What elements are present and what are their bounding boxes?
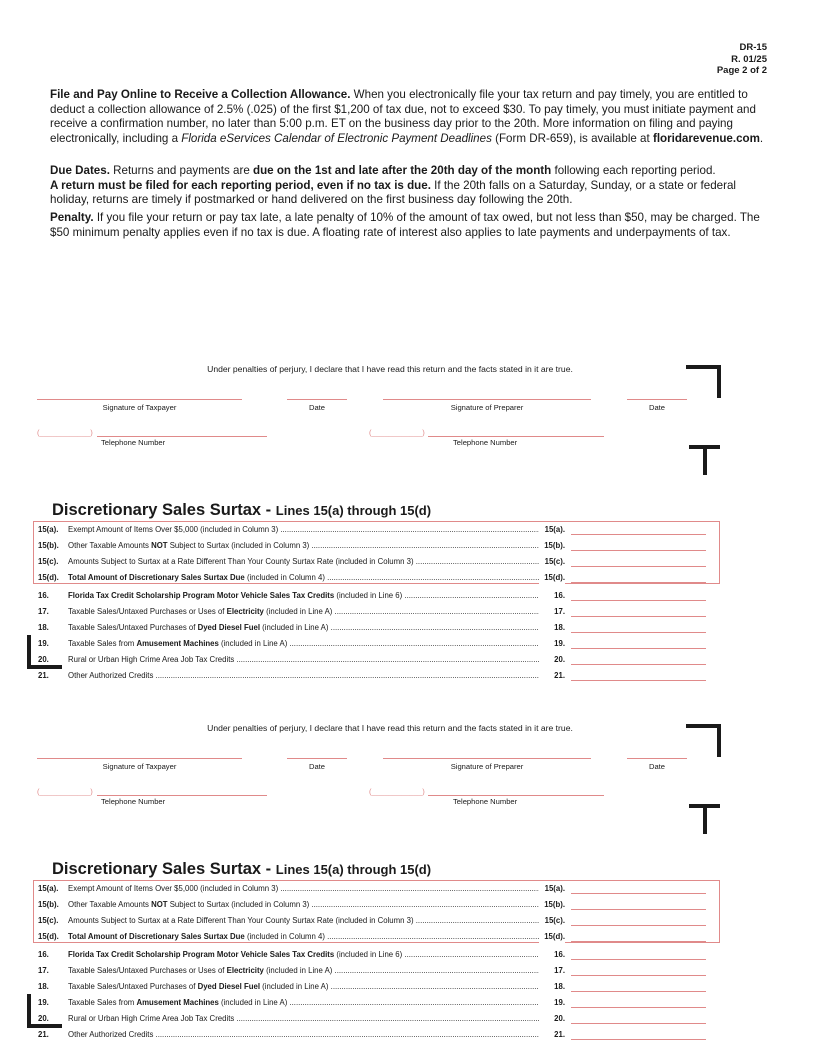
line-number: 15(d).	[38, 932, 59, 941]
line-number: 19.	[38, 639, 49, 648]
period: .	[759, 131, 764, 145]
preparer-date-line[interactable]	[627, 758, 687, 759]
line-reference: 15(a).	[539, 883, 565, 895]
surtax-subtitle: Lines 15(a) through 15(d)	[275, 862, 432, 877]
line-desc-post: (included in Line A)	[263, 966, 333, 975]
page-number: Page 2 of 2	[716, 65, 767, 76]
taxpayer-date-line[interactable]	[287, 758, 347, 759]
line-reference: 15(c).	[539, 556, 565, 568]
perjury-declaration: Under penalties of perjury, I declare that I have read this return and the facts stated in it are true.	[207, 723, 573, 733]
line-answer-field[interactable]	[571, 632, 706, 633]
line-answer-field[interactable]	[571, 909, 706, 910]
preparer-area-code[interactable]: (____________)	[369, 428, 425, 437]
line-number: 17.	[38, 966, 49, 975]
due-dates-text-3: If the 20th falls on a Saturday, Sunday, or a state or federal holiday, returns are timely if postmarked or hand delivered on the first business day following the 20th.	[50, 178, 736, 207]
preparer-phone-line[interactable]	[428, 436, 604, 437]
due-dates-bold: due on the 1st and late after the 20th day of the month	[253, 164, 552, 177]
preparer-signature-label: Signature of Preparer	[450, 762, 524, 771]
surtax-heading	[52, 860, 431, 879]
perjury-declaration: Under penalties of perjury, I declare that I have read this return and the facts stated in it are true.	[207, 364, 573, 374]
surtax-line-row	[38, 965, 718, 977]
line-answer-field[interactable]	[571, 893, 706, 894]
line-desc-bold: NOT	[151, 900, 168, 909]
form-number: DR-15	[739, 42, 767, 53]
surtax-line-row	[38, 540, 718, 552]
line-desc-pre: Taxable Sales from	[68, 998, 137, 1007]
surtax-line-row	[38, 883, 718, 895]
line-answer-field[interactable]	[571, 566, 706, 567]
collection-allowance-paragraph	[50, 88, 766, 146]
line-number: 16.	[38, 950, 49, 959]
line-number: 20.	[38, 655, 49, 664]
line-description	[68, 590, 550, 602]
line-desc-bold: Florida Tax Credit Scholarship Program Motor Vehicle Sales Tax Credits	[68, 591, 335, 600]
line-number: 15(c).	[38, 916, 59, 925]
line-reference: 15(a).	[539, 524, 565, 536]
taxpayer-signature-label: Signature of Taxpayer	[102, 403, 177, 412]
line-number: 21.	[38, 671, 49, 680]
line-desc-pre: Amounts Subject to Surtax at a Rate Different Than Your County Surtax Rate (included in Column 3)	[68, 557, 414, 566]
line-answer-field[interactable]	[571, 550, 706, 551]
penalty-text: If you file your return or pay tax late, a late penalty of 10% of the amount of tax owed, but not less than $50, may be charged. The $50 minimum penalty applies even if no tax is due. A floating rate of interest also applies to late payments and underpayments of tax.	[50, 211, 760, 239]
taxpayer-area-code[interactable]: (____________)	[37, 428, 93, 437]
registration-mark-t-stem	[703, 804, 707, 834]
line-description	[68, 670, 550, 682]
line-number: 15(b).	[38, 900, 59, 909]
surtax-line-row	[38, 931, 718, 943]
line-desc-pre: Taxable Sales/Untaxed Purchases of	[68, 982, 198, 991]
line-description	[68, 949, 550, 961]
line-description	[68, 622, 550, 634]
line-answer-field[interactable]	[571, 1023, 706, 1024]
line-answer-field[interactable]	[571, 582, 706, 583]
surtax-line-row	[38, 524, 718, 536]
line-number: 18.	[38, 623, 49, 632]
line-description	[68, 524, 550, 536]
surtax-line-row	[38, 981, 718, 993]
line-number: 21.	[38, 1030, 49, 1039]
line-description	[68, 965, 550, 977]
preparer-date-line[interactable]	[627, 399, 687, 400]
registration-mark-corner-v	[717, 365, 721, 398]
line-desc-bold: Florida Tax Credit Scholarship Program Motor Vehicle Sales Tax Credits	[68, 950, 335, 959]
taxpayer-phone-label: Telephone Number	[101, 438, 166, 447]
form-id-block	[717, 42, 767, 77]
surtax-line-row	[38, 997, 718, 1009]
line-desc-pre: Amounts Subject to Surtax at a Rate Different Than Your County Surtax Rate (included in Column 3)	[68, 916, 414, 925]
surtax-line-row	[38, 556, 718, 568]
line-answer-field[interactable]	[571, 925, 706, 926]
surtax-line-row	[38, 670, 718, 682]
line-reference: 15(d).	[539, 931, 565, 943]
line-description	[68, 556, 550, 568]
line-desc-pre: Exempt Amount of Items Over $5,000 (included in Column 3)	[68, 884, 279, 893]
registration-mark-l	[27, 635, 31, 669]
surtax-line-row	[38, 949, 718, 961]
line-desc-pre: Other Taxable Amounts	[68, 541, 152, 550]
line-answer-field[interactable]	[571, 1007, 706, 1008]
line-description	[68, 915, 550, 927]
surtax-line-row	[38, 1029, 718, 1041]
line-number: 17.	[38, 607, 49, 616]
line-reference: 15(c).	[539, 915, 565, 927]
line-number: 15(a).	[38, 884, 59, 893]
penalty-heading: Penalty.	[50, 211, 94, 224]
line-reference: 17.	[539, 606, 565, 618]
collection-allowance-text: When you electronically file your tax return and pay timely, you are entitled to deduct a collection allowance of 2.5% (.025) of the first $1,200 of tax due, not to exceed $30. To pay timely, you must initiate payment and receive a confirmation number, no later than 5:00 p.m. ET on the business day prior to the 20th. More information on filing and paying electronically, including a	[50, 88, 756, 145]
line-description	[68, 1013, 550, 1025]
line-desc-post: (included in Line A)	[263, 607, 333, 616]
collection-allowance-heading: File and Pay Online to Receive a Collection Allowance.	[50, 88, 351, 101]
surtax-line-row	[38, 654, 718, 666]
line-answer-field[interactable]	[571, 1039, 706, 1040]
surtax-subtitle: Lines 15(a) through 15(d)	[275, 503, 432, 518]
surtax-line-row	[38, 899, 718, 911]
taxpayer-signature-label: Signature of Taxpayer	[102, 762, 177, 771]
line-desc-pre: Rural or Urban High Crime Area Job Tax Credits	[68, 1014, 235, 1023]
line-number: 16.	[38, 591, 49, 600]
line-desc-bold: Dyed Diesel Fuel	[197, 623, 260, 632]
line-answer-field[interactable]	[571, 600, 706, 601]
surtax-line-row	[38, 638, 718, 650]
line-description	[68, 572, 550, 584]
line-desc-pre: Rural or Urban High Crime Area Job Tax Credits	[68, 655, 235, 664]
line-answer-field[interactable]	[571, 941, 706, 942]
line-desc-pre: Other Taxable Amounts	[68, 900, 152, 909]
line-desc-post: Subject to Surtax (included in Column 3)	[167, 541, 310, 550]
line-reference: 15(b).	[539, 540, 565, 552]
registration-mark-l	[27, 994, 31, 1028]
line-number: 18.	[38, 982, 49, 991]
taxpayer-date-label: Date	[308, 403, 326, 412]
line-reference: 16.	[539, 590, 565, 602]
line-answer-field[interactable]	[571, 534, 706, 535]
surtax-line-row	[38, 622, 718, 634]
preparer-signature-line[interactable]	[383, 399, 591, 400]
line-desc-post: (included in Column 4)	[244, 573, 325, 582]
line-description	[68, 606, 550, 618]
website-link[interactable]: floridarevenue.com	[652, 131, 760, 145]
surtax-line-row	[38, 572, 718, 584]
line-description	[68, 981, 550, 993]
line-desc-pre: Taxable Sales/Untaxed Purchases or Uses of	[68, 607, 227, 616]
line-answer-field[interactable]	[571, 616, 706, 617]
line-desc-pre: Exempt Amount of Items Over $5,000 (included in Column 3)	[68, 525, 279, 534]
line-answer-field[interactable]	[571, 959, 706, 960]
line-reference: 21.	[539, 1029, 565, 1041]
surtax-line-row	[38, 1013, 718, 1025]
calendar-title: Florida eServices Calendar of Electronic Payment Deadlines	[181, 131, 492, 145]
coupon-section-2	[0, 723, 816, 1053]
taxpayer-signature-line[interactable]	[37, 758, 242, 759]
line-answer-field[interactable]	[571, 648, 706, 649]
taxpayer-phone-label: Telephone Number	[101, 797, 166, 806]
preparer-signature-line[interactable]	[383, 758, 591, 759]
due-dates-text-2: following each reporting period.	[551, 164, 716, 177]
line-desc-pre: Taxable Sales/Untaxed Purchases of	[68, 623, 198, 632]
line-reference: 15(d).	[539, 572, 565, 584]
line-reference: 20.	[539, 654, 565, 666]
penalty-paragraph	[50, 211, 766, 240]
line-answer-field[interactable]	[571, 975, 706, 976]
line-reference: 17.	[539, 965, 565, 977]
registration-mark-l-foot	[27, 1024, 62, 1028]
taxpayer-phone-line[interactable]	[97, 436, 267, 437]
line-desc-bold: NOT	[151, 541, 168, 550]
line-desc-post: (included in Line A)	[218, 998, 288, 1007]
line-reference: 19.	[539, 638, 565, 650]
surtax-line-row	[38, 915, 718, 927]
surtax-line-row	[38, 606, 718, 618]
line-number: 15(d).	[38, 573, 59, 582]
preparer-area-code[interactable]: (____________)	[369, 787, 425, 796]
line-desc-post: Subject to Surtax (included in Column 3)	[167, 900, 310, 909]
collection-allowance-text-2: (Form DR-659), is available at	[491, 131, 653, 145]
line-description	[68, 540, 550, 552]
surtax-title: Discretionary Sales Surtax -	[52, 860, 272, 878]
line-desc-post: (included in Line A)	[260, 982, 329, 991]
line-desc-bold: Electricity	[226, 607, 264, 616]
line-description	[68, 1029, 550, 1041]
form-revision: R. 01/25	[731, 53, 767, 65]
registration-mark-corner-v	[717, 724, 721, 757]
line-desc-bold: Total Amount of Discretionary Sales Surtax Due	[68, 932, 245, 941]
taxpayer-signature-line[interactable]	[37, 399, 242, 400]
line-number: 19.	[38, 998, 49, 1007]
line-answer-field[interactable]	[571, 991, 706, 992]
line-description	[68, 654, 550, 666]
line-description	[68, 638, 550, 650]
line-desc-bold: Amusement Machines	[136, 639, 219, 648]
line-desc-bold: Total Amount of Discretionary Sales Surtax Due	[68, 573, 245, 582]
return-required-bold: A return must be filed for each reporting period, even if no tax is due.	[50, 178, 431, 192]
line-desc-pre: Taxable Sales from	[68, 639, 137, 648]
line-description	[68, 899, 550, 911]
surtax-line-row	[38, 590, 718, 602]
registration-mark-l-foot	[27, 665, 62, 669]
preparer-phone-line[interactable]	[428, 795, 604, 796]
preparer-phone-label: Telephone Number	[453, 438, 518, 447]
taxpayer-date-label: Date	[308, 762, 326, 771]
preparer-date-label: Date	[648, 403, 666, 412]
surtax-title: Discretionary Sales Surtax -	[52, 501, 272, 519]
taxpayer-phone-line[interactable]	[97, 795, 267, 796]
taxpayer-area-code[interactable]: (____________)	[37, 787, 93, 796]
registration-mark-corner	[686, 365, 721, 369]
line-number: 20.	[38, 1014, 49, 1023]
line-desc-post: (included in Line 6)	[334, 950, 403, 959]
line-reference: 18.	[539, 981, 565, 993]
line-desc-post: (included in Line A)	[218, 639, 288, 648]
line-desc-post: (included in Line A)	[260, 623, 329, 632]
line-desc-bold: Electricity	[226, 966, 264, 975]
line-answer-field[interactable]	[571, 664, 706, 665]
line-reference: 21.	[539, 670, 565, 682]
preparer-date-label: Date	[648, 762, 666, 771]
due-dates-heading: Due Dates.	[50, 164, 110, 177]
line-description	[68, 931, 550, 943]
line-description	[68, 883, 550, 895]
line-reference: 16.	[539, 949, 565, 961]
line-desc-post: (included in Column 4)	[244, 932, 325, 941]
due-dates-paragraph	[50, 164, 766, 208]
line-answer-field[interactable]	[571, 680, 706, 681]
surtax-heading	[52, 501, 431, 520]
line-reference: 15(b).	[539, 899, 565, 911]
line-desc-pre: Taxable Sales/Untaxed Purchases or Uses of	[68, 966, 227, 975]
line-reference: 19.	[539, 997, 565, 1009]
line-number: 15(c).	[38, 557, 59, 566]
line-reference: 18.	[539, 622, 565, 634]
line-description	[68, 997, 550, 1009]
registration-mark-corner	[686, 724, 721, 728]
line-desc-bold: Amusement Machines	[136, 998, 219, 1007]
registration-mark-t-stem	[703, 445, 707, 475]
preparer-phone-label: Telephone Number	[453, 797, 518, 806]
line-number: 15(b).	[38, 541, 59, 550]
line-reference: 20.	[539, 1013, 565, 1025]
line-desc-pre: Other Authorized Credits	[68, 671, 154, 680]
taxpayer-date-line[interactable]	[287, 399, 347, 400]
coupon-section-1	[0, 364, 816, 694]
preparer-signature-label: Signature of Preparer	[450, 403, 524, 412]
line-desc-post: (included in Line 6)	[334, 591, 403, 600]
line-desc-bold: Dyed Diesel Fuel	[197, 982, 260, 991]
due-dates-text: Returns and payments are	[109, 164, 253, 177]
line-number: 15(a).	[38, 525, 59, 534]
line-desc-pre: Other Authorized Credits	[68, 1030, 154, 1039]
